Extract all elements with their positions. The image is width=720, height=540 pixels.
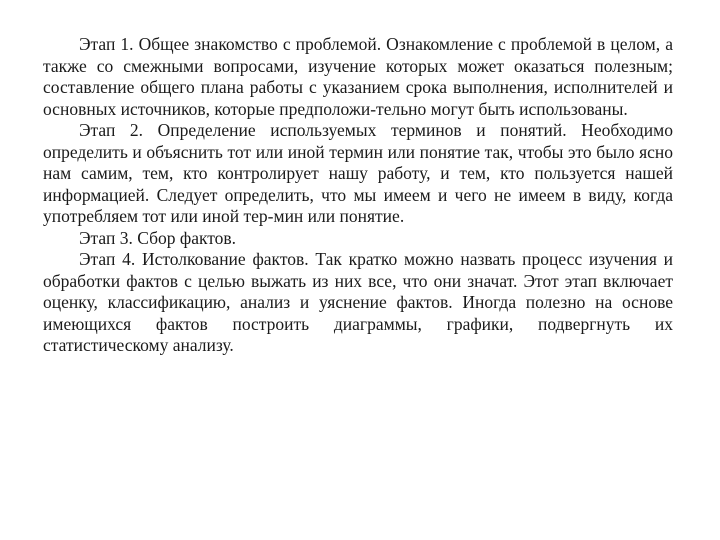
paragraph-stage-1: Этап 1. Общее знакомство с проблемой. Ознакомление с проблемой в целом, а также со смежными вопросами, изучение которых может оказаться полезным; составление общего плана работы с указанием срока выполнения, исполнителей и основных источников, которые предположи-тельно могут быть использованы. <box>43 34 673 119</box>
paragraph-stage-4: Этап 4. Истолкование фактов. Так кратко можно назвать процесс изучения и обработки фактов с целью выжать из них все, что они значат. Этот этап включает оценку, классификацию, анализ и уяснение фактов. Иногда полезно на основе имеющихся фактов построить диаграммы, графики, подвергнуть их статистическому анализу. <box>43 249 673 355</box>
paragraph-stage-2: Этап 2. Определение используемых терминов и понятий. Необходимо определить и объяснить тот или иной термин или понятие так, чтобы это было ясно нам самим, тем, кто контролирует нашу работу, и тем, кто пользуется нашей информацией. Следует определить, что мы имеем и чего не имеем в виду, когда употребляем тот или иной тер-мин или понятие. <box>43 120 673 226</box>
paragraph-stage-3: Этап 3. Сбор фактов. <box>79 227 237 248</box>
document-body <box>43 34 673 357</box>
